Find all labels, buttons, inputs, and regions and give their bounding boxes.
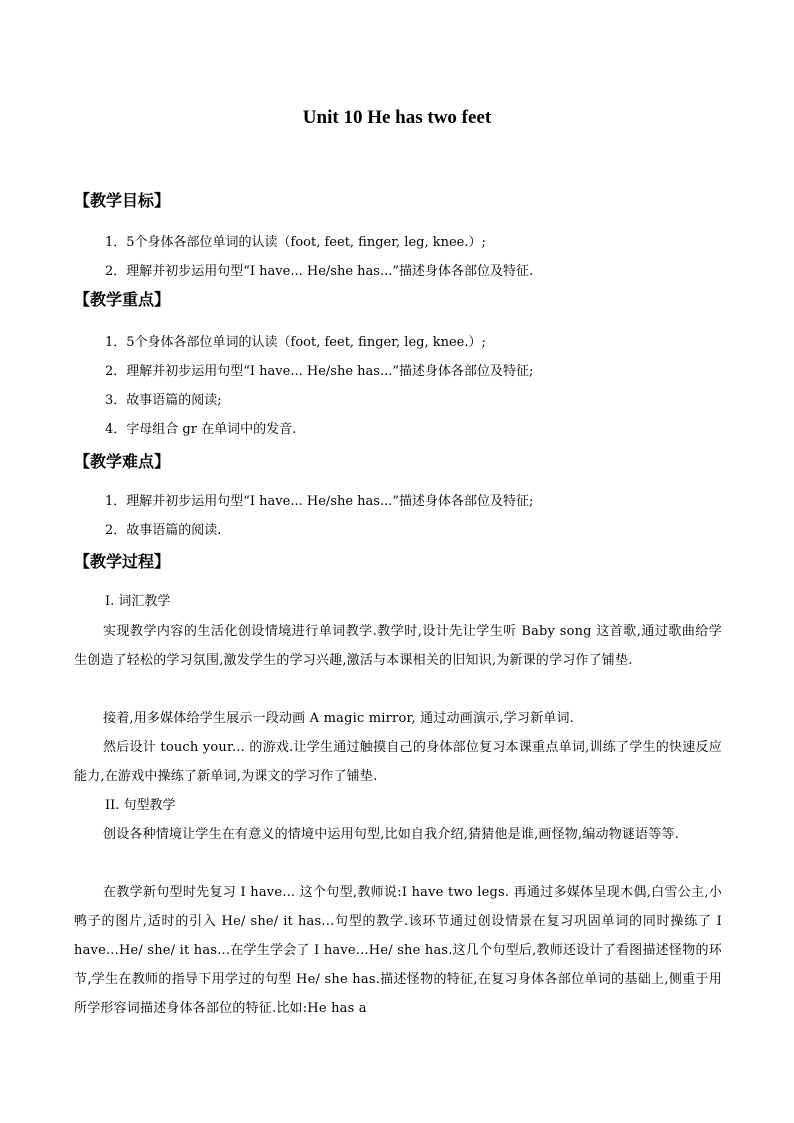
key-point-item-4: 4．字母组合 gr 在单词中的发音. xyxy=(105,422,297,437)
key-point-item-2: 2．理解并初步运用句型“I have... He/she has...”描述身体各部位及特征; xyxy=(105,364,534,379)
heading-difficulties: 【教学难点】 xyxy=(74,452,171,471)
process-subheading-sentence: II. 句型教学 xyxy=(105,798,176,813)
process-paragraph-1: 实现教学内容的生活化创设情境进行单词教学.教学时,设计先让学生听 Baby song 这首歌,通过歌曲给学生创造了轻松的学习氛围,激发学生的学习兴趣,激活与本课相关的旧知识,为新课的学习作了铺垫. xyxy=(74,624,722,668)
process-subheading-vocabulary: I. 词汇教学 xyxy=(105,594,171,609)
objective-item-1: 1．5个身体各部位单词的认读（foot, feet, finger, leg, knee.）; xyxy=(105,235,486,250)
difficulty-item-2: 2．故事语篇的阅读. xyxy=(105,523,222,538)
process-paragraph-2: 接着,用多媒体给学生展示一段动画 A magic mirror, 通过动画演示,学习新单词. xyxy=(103,711,575,726)
heading-objectives: 【教学目标】 xyxy=(74,191,171,210)
heading-process: 【教学过程】 xyxy=(74,552,171,571)
difficulty-item-1: 1．理解并初步运用句型“I have... He/she has...”描述身体各部位及特征; xyxy=(105,494,534,509)
process-paragraph-4: 创设各种情境让学生在有意义的情境中运用句型,比如自我介绍,猜猜他是谁,画怪物,编动物谜语等等. xyxy=(103,827,680,842)
process-paragraph-3: 然后设计 touch your... 的游戏.让学生通过触摸自己的身体部位复习本课重点单词,训练了学生的快速反应能力,在游戏中操练了新单词,为课文的学习作了铺垫. xyxy=(74,740,722,784)
process-paragraph-5: 在教学新句型时先复习 I have... 这个句型,教师说:I have two legs. 再通过多媒体呈现木偶,白雪公主,小鸭子的图片,适时的引入 He/ she/ it has...句型的教学.该环节通过创设情景在复习巩固单词的同时操练了 I have...He/ she/ it has...在学生学会了 I have...He/ she has.这几个句型后,教师还设计了看图描述怪物的环节,学生在教师的指导下用学过的句型 He/ she has.描述怪物的特征,在复习身体各部位单词的基础上,侧重于用所学形容词描述身体各部位的特征.比如:He has a xyxy=(74,885,722,1016)
objective-item-2: 2．理解并初步运用句型“I have... He/she has...”描述身体各部位及特征. xyxy=(105,264,534,279)
key-point-item-1: 1．5个身体各部位单词的认读（foot, feet, finger, leg, knee.）; xyxy=(105,335,486,350)
heading-key-points: 【教学重点】 xyxy=(74,290,171,309)
key-point-item-3: 3．故事语篇的阅读; xyxy=(105,393,222,408)
document-title: Unit 10 He has two feet xyxy=(302,107,492,128)
